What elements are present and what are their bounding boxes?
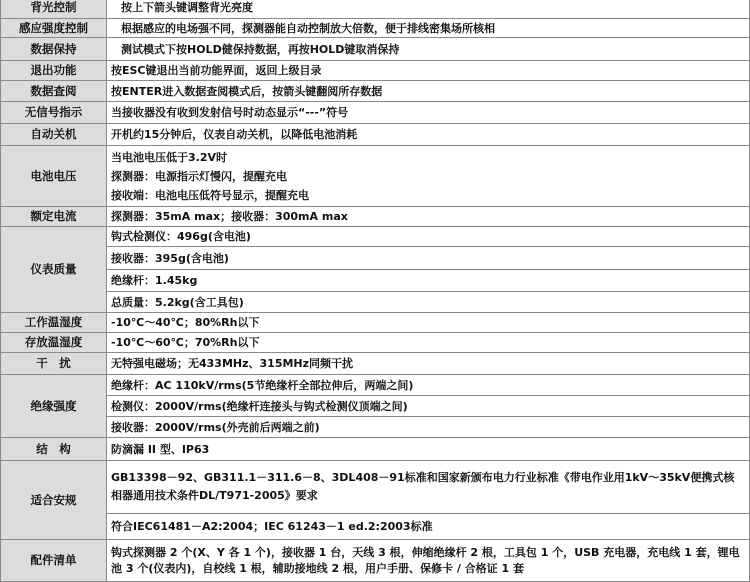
row-label: 干 扰 bbox=[1, 353, 107, 375]
row-interference bbox=[1, 353, 750, 375]
row-value: 根据感应的电场强不同，探测器能自动控制放大倍数，便于排线密集场所核相 bbox=[107, 19, 750, 38]
row-insulation-3 bbox=[1, 417, 750, 438]
row-value: -10℃～60℃；70%Rh以下 bbox=[107, 333, 750, 353]
row-standards-2 bbox=[1, 514, 750, 540]
value-line: 探测器：电源指示灯慢闪，提醒充电 bbox=[111, 169, 287, 183]
row-value: 接收器：395g(含电池) bbox=[107, 247, 750, 270]
row-battery-voltage bbox=[1, 146, 750, 207]
row-value: 测试模式下按HOLD健保持数据，再按HOLD键取消保持 bbox=[107, 38, 750, 61]
row-label: 电池电压 bbox=[1, 146, 107, 207]
row-backlight bbox=[1, 0, 750, 19]
row-label: 仪表质量 bbox=[1, 227, 107, 313]
row-work-temp bbox=[1, 313, 750, 333]
value-line: 当电池电压低于3.2V时 bbox=[111, 150, 227, 164]
row-label: 自动关机 bbox=[1, 124, 107, 146]
row-value: 绝缘杆：1.45kg bbox=[107, 270, 750, 292]
row-label: 感应强度控制 bbox=[1, 19, 107, 38]
row-insulation-1 bbox=[1, 375, 750, 396]
row-label: 背光控制 bbox=[1, 0, 107, 19]
row-value: -10℃～40℃；80%Rh以下 bbox=[107, 313, 750, 333]
row-data-review bbox=[1, 81, 750, 102]
row-label: 工作温湿度 bbox=[1, 313, 107, 333]
row-value: 开机约15分钟后，仪表自动关机，以降低电池消耗 bbox=[107, 124, 750, 146]
row-rated-current bbox=[1, 207, 750, 227]
row-accessories bbox=[1, 540, 750, 582]
row-structure bbox=[1, 438, 750, 461]
row-weight-2 bbox=[1, 247, 750, 270]
row-no-signal bbox=[1, 102, 750, 124]
row-weight-4 bbox=[1, 292, 750, 313]
row-value: 接收器：2000V/rms(外壳前后两端之前) bbox=[107, 417, 750, 438]
row-value: 绝缘杆：AC 110kV/rms(5节绝缘杆全部拉伸后，两端之间) bbox=[107, 375, 750, 396]
row-label: 结 构 bbox=[1, 438, 107, 461]
row-value: 当接收器没有收到发射信号时动态显示“---”符号 bbox=[107, 102, 750, 124]
row-value: 无特强电磁场；无433MHz、315MHz同频干扰 bbox=[107, 353, 750, 375]
value-line: 接收端：电池电压低符号显示，提醒充电 bbox=[111, 188, 309, 202]
row-value: 总质量：5.2kg(含工具包) bbox=[107, 292, 750, 313]
row-value: 防滴漏 II 型、IP63 bbox=[107, 438, 750, 461]
row-value: 检测仪：2000V/rms(绝缘杆连接头与钩式检测仪顶端之间) bbox=[107, 396, 750, 417]
row-insulation-2 bbox=[1, 396, 750, 417]
row-label: 额定电流 bbox=[1, 207, 107, 227]
row-label: 存放温湿度 bbox=[1, 333, 107, 353]
row-value bbox=[107, 146, 750, 207]
row-label: 无信号指示 bbox=[1, 102, 107, 124]
row-storage-temp bbox=[1, 333, 750, 353]
row-label: 配件清单 bbox=[1, 540, 107, 582]
row-value: 钩式检测仪：496g(含电池) bbox=[107, 227, 750, 247]
row-label: 退出功能 bbox=[1, 61, 107, 81]
row-label: 绝缘强度 bbox=[1, 375, 107, 438]
row-label: 数据查阅 bbox=[1, 81, 107, 102]
row-value: 按ESC键退出当前功能界面，返回上级目录 bbox=[107, 61, 750, 81]
row-weight-3 bbox=[1, 270, 750, 292]
row-sensitivity bbox=[1, 19, 750, 38]
row-auto-off bbox=[1, 124, 750, 146]
row-value: 符合IEC61481－A2:2004；IEC 61243－1 ed.2:2003标准 bbox=[107, 514, 750, 540]
row-value: 钩式探测器 2 个(X、Y 各 1 个)，接收器 1 台，天线 3 根，伸缩绝缘杆 2 根，工具包 1 个，USB 充电器，充电线 1 套，锂电池 3 个(仪表内)，自校线 1 根，辅助接地线 2 根，用户手册、保修卡 / 合格证 1 套 bbox=[107, 540, 750, 582]
row-value: GB13398－92、GB311.1－311.6－8、3DL408－91标准和国家新颁布电力行业标准《带电作业用1kV～35kV便携式核相器通用技术条件DL/T971-2005》要求 bbox=[107, 461, 750, 514]
row-label: 适合安规 bbox=[1, 461, 107, 540]
row-label: 数据保持 bbox=[1, 38, 107, 61]
row-value: 按上下箭头键调整背光亮度 bbox=[107, 0, 750, 19]
row-value: 探测器：35mA max；接收器：300mA max bbox=[107, 207, 750, 227]
row-standards-1 bbox=[1, 461, 750, 514]
row-exit bbox=[1, 61, 750, 81]
row-data-hold bbox=[1, 38, 750, 61]
row-weight-1 bbox=[1, 227, 750, 247]
row-value: 按ENTER进入数据查阅模式后，按箭头键翻阅所存数据 bbox=[107, 81, 750, 102]
